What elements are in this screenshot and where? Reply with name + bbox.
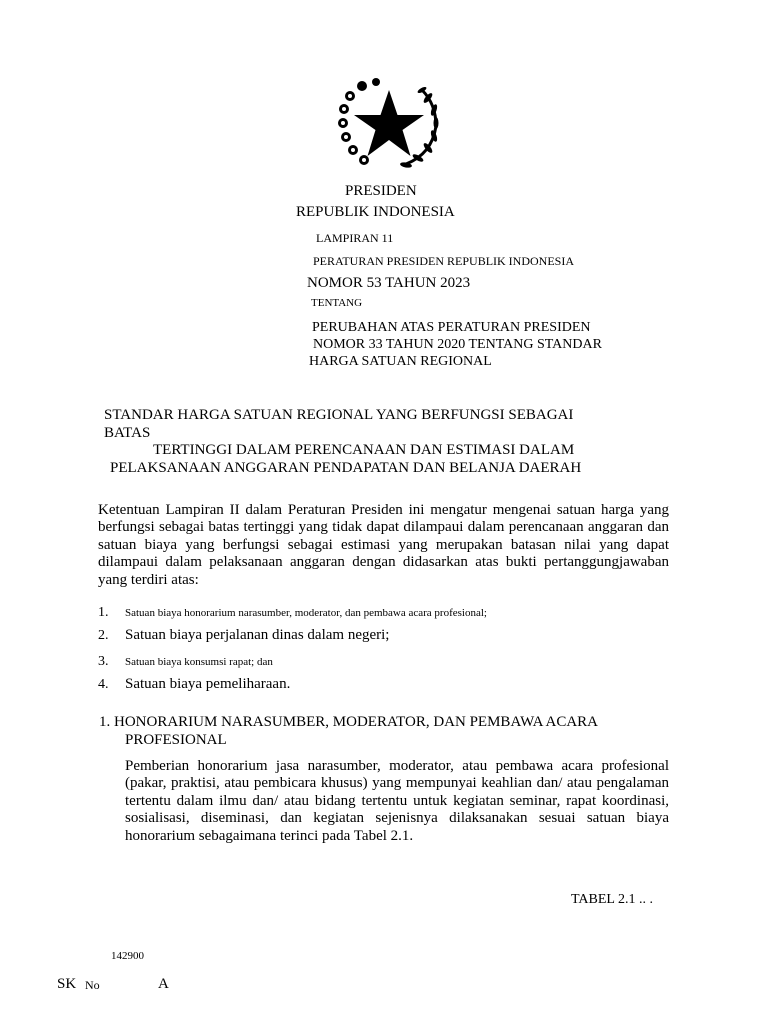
intro-paragraph: Ketentuan Lampiran II dalam Peraturan Presiden ini mengatur mengenai satuan harga yang berfungsi sebagai batas tertinggi yang tidak dapat dilampaui dalam perencanaan anggaran dan satuan biaya yang berfungsi sebagai estimasi yang merupakan batasan nilai yang dapat dilampaui dalam pelaksanaan anggaran dengan didasarkan atas bukti pertanggungjawaban yang terdiri atas:	[98, 502, 669, 588]
list-number: 1.	[98, 605, 109, 620]
subject-line-1: PERUBAHAN ATAS PERATURAN PRESIDEN	[312, 320, 591, 335]
title-line-1: STANDAR HARGA SATUAN REGIONAL YANG BERFUNGSI SEBAGAI	[104, 407, 574, 423]
tentang-label: TENTANG	[311, 297, 363, 309]
section-paragraph: Pemberian honorarium jasa narasumber, moderator, atau pembawa acara profesional (pakar, praktisi, atau pembicara khusus) yang mempunyai keahlian dan/ atau pengalaman tertentu dalam ilmu dan/ atau bidang tertentu untuk kegiatan seminar, rapat koordinasi, sosialisasi, diseminasi, dan kegiatan sejenisnya dilaksanakan sesuai satuan biaya honorarium sebagaimana terinci pada Tabel 2.1.	[125, 758, 669, 844]
list-item	[98, 675, 290, 693]
title-line-2: BATAS	[104, 425, 151, 441]
footer-code: 142900	[111, 950, 144, 962]
next-page-reference: TABEL 2.1 .. .	[571, 892, 653, 907]
list-number: 4.	[98, 677, 109, 692]
peraturan-label: PERATURAN PRESIDEN REPUBLIK INDONESIA	[313, 254, 575, 268]
list-text: Satuan biaya konsumsi rapat; dan	[125, 656, 273, 668]
section-heading-line-2: PROFESIONAL	[125, 732, 227, 748]
star-emblem-icon	[336, 76, 442, 172]
list-item	[98, 626, 389, 644]
section-heading-line-1: 1. HONORARIUM NARASUMBER, MODERATOR, DAN PEMBAWA ACARA	[99, 714, 598, 730]
lampiran-label: LAMPIRAN 11	[316, 231, 394, 245]
list-number: 2.	[98, 628, 109, 643]
list-text: Satuan biaya perjalanan dinas dalam negeri;	[125, 627, 390, 643]
footer-sk: SK	[57, 976, 77, 992]
subject-line-2: NOMOR 33 TAHUN 2020 TENTANG STANDAR	[313, 337, 602, 352]
header-republik: REPUBLIK INDONESIA	[296, 204, 455, 220]
subject-line-3: HARGA SATUAN REGIONAL	[309, 354, 492, 369]
list-item	[98, 652, 273, 670]
title-line-3: TERTINGGI DALAM PERENCANAAN DAN ESTIMASI DALAM	[153, 442, 575, 458]
nomor-label: NOMOR 53 TAHUN 2023	[307, 275, 471, 291]
list-text: Satuan biaya honorarium narasumber, moderator, dan pembawa acara profesional;	[125, 607, 487, 619]
list-text: Satuan biaya pemeliharaan.	[125, 676, 291, 692]
list-item	[98, 603, 487, 621]
header-presiden: PRESIDEN	[345, 183, 417, 199]
footer-no: No	[85, 978, 100, 992]
footer-letter: A	[158, 976, 169, 992]
list-number: 3.	[98, 654, 109, 669]
title-line-4: PELAKSANAAN ANGGARAN PENDAPATAN DAN BELANJA DAERAH	[110, 460, 582, 476]
